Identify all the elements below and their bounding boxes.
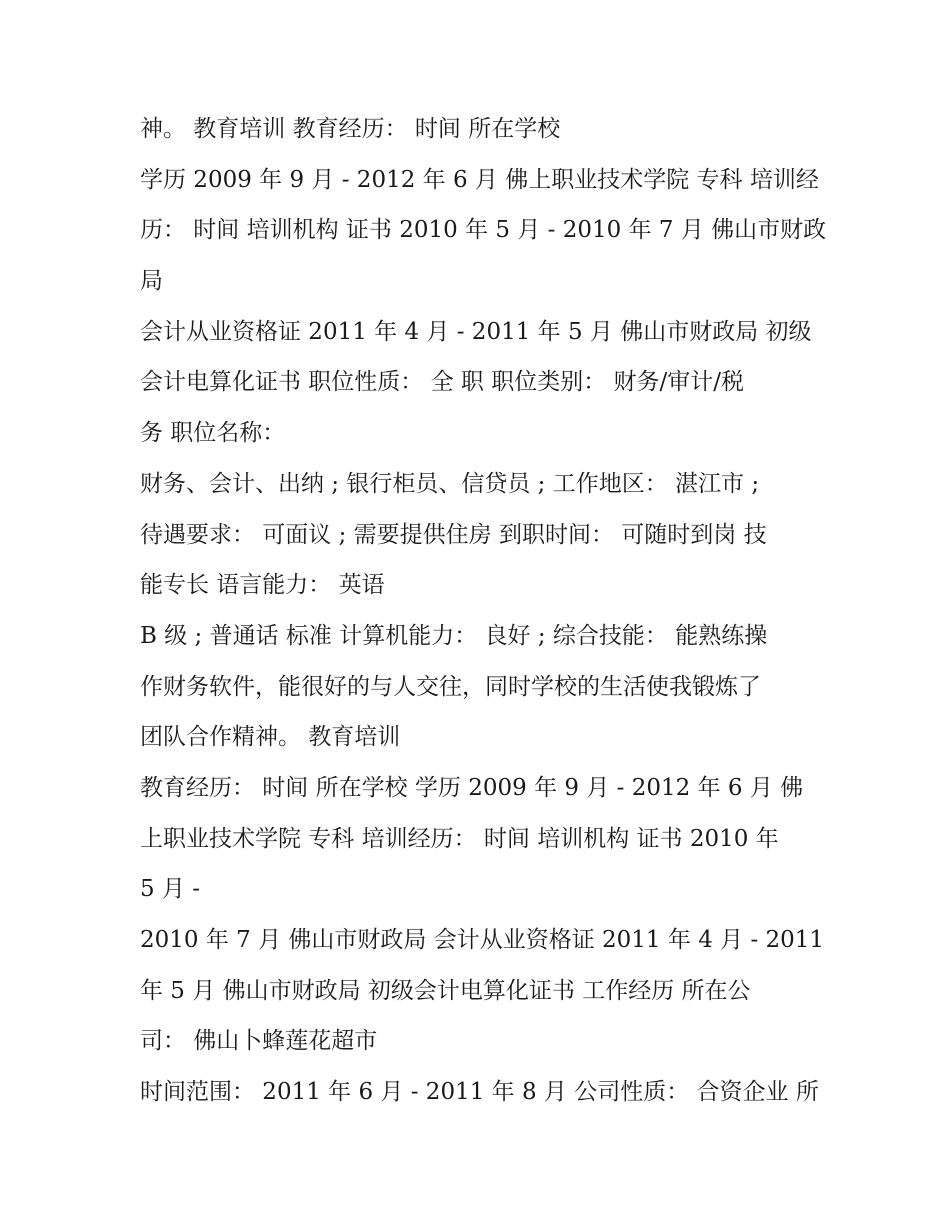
text-line: 务 职位名称：: [140, 420, 286, 447]
text-line: 历： 时间 培训机构 证书 2010 年 5 月 - 2010 年 7 月 佛山市财政: [140, 217, 827, 244]
text-line: 财务、会计、出纳 ; 银行柜员、信贷员 ; 工作地区： 湛江市 ;: [140, 470, 760, 497]
text-line: 教育经历： 时间 所在学校 学历 2009 年 9 月 - 2012 年 6 月 佛: [140, 774, 804, 801]
text-line: 司： 佛山卜蜂莲花超市: [140, 1028, 378, 1055]
resume-text-block: [140, 104, 830, 1118]
text-line: 学历 2009 年 9 月 - 2012 年 6 月 佛上职业技术学院 专科 培训经: [140, 166, 819, 193]
text-line: 5 月 -: [140, 876, 201, 903]
text-line: 能专长 语言能力： 英语: [140, 572, 385, 599]
text-line: 会计从业资格证 2011 年 4 月 - 2011 年 5 月 佛山市财政局 初级: [140, 318, 812, 345]
text-line: 年 5 月 佛山市财政局 初级会计电算化证书 工作经历 所在公: [140, 977, 751, 1004]
text-line: 时间范围： 2011 年 6 月 - 2011 年 8 月 公司性质： 合资企业 所: [140, 1079, 819, 1106]
text-line: B 级 ; 普通话 标准 计算机能力： 良好 ; 综合技能： 能熟练操: [140, 622, 768, 649]
text-line: 团队合作精神。 教育培训: [140, 724, 401, 751]
text-line: 上职业技术学院 专科 培训经历： 时间 培训机构 证书 2010 年: [140, 825, 779, 852]
text-line: 作财务软件，能很好的与人交往，同时学校的生活使我锻炼了: [140, 673, 761, 700]
text-line: 2010 年 7 月 佛山市财政局 会计从业资格证 2011 年 4 月 - 2011: [140, 927, 825, 953]
text-line: 会计电算化证书 职位性质： 全 职 职位类别： 财务/审计/税: [140, 369, 745, 396]
text-line: 神。 教育培训 教育经历： 时间 所在学校: [140, 116, 561, 142]
text-line: 局: [140, 268, 163, 295]
text-line: 待遇要求： 可面议 ; 需要提供住房 到职时间： 可随时到岗 技: [140, 521, 767, 548]
